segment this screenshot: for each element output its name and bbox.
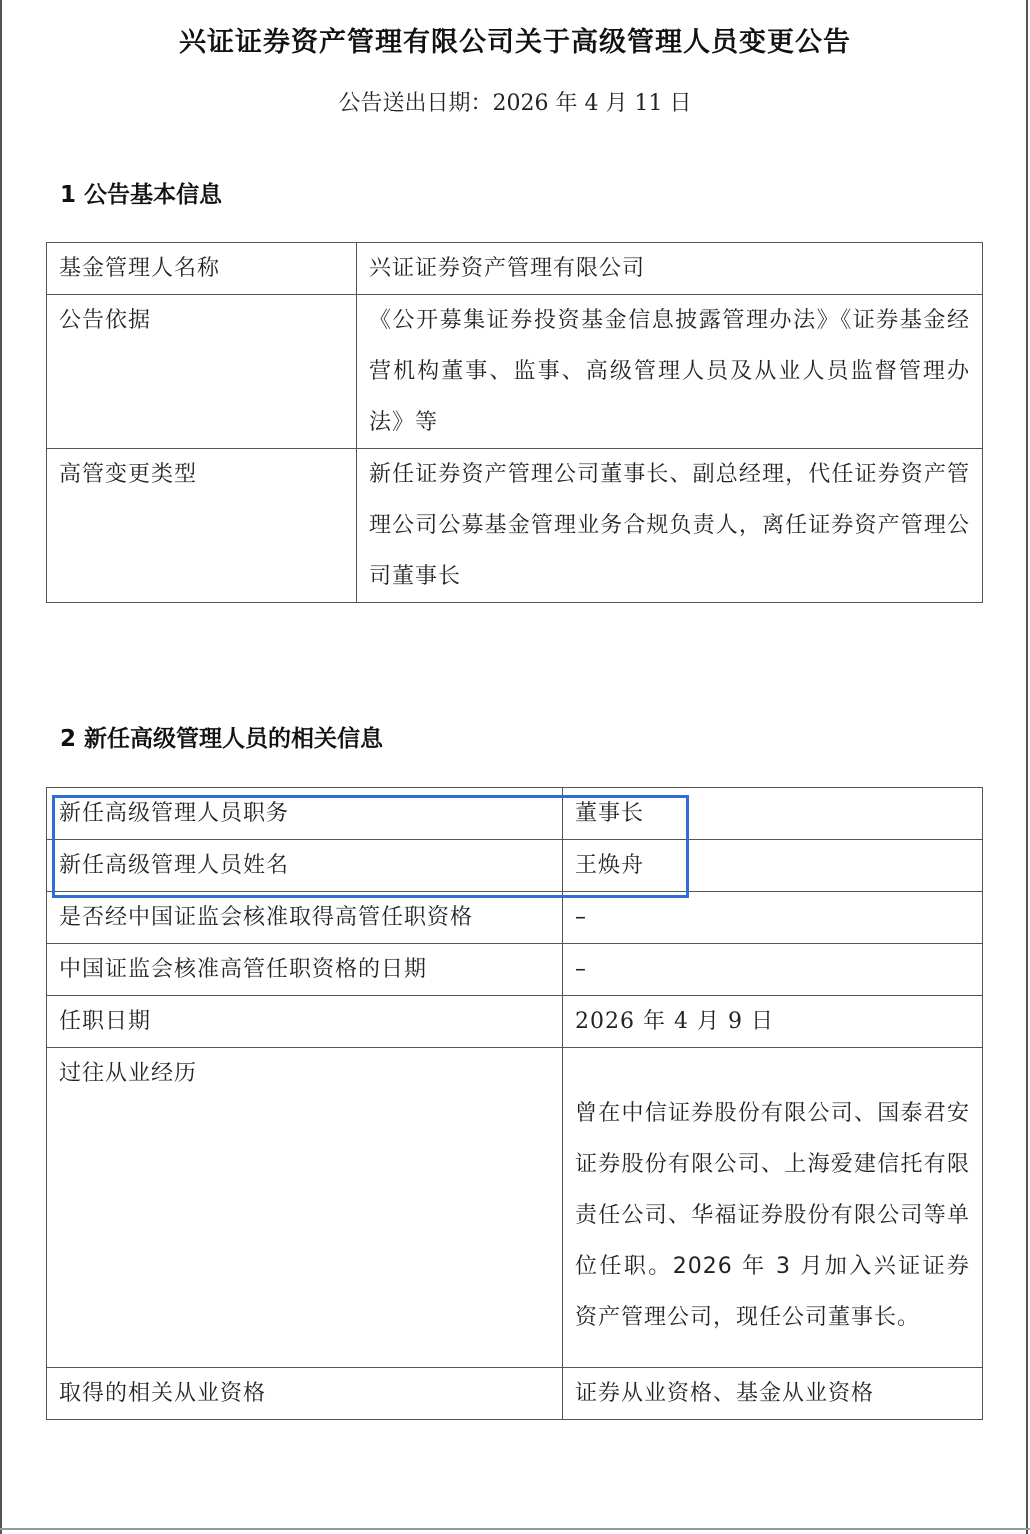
row-value: 2026 年 4 月 9 日	[563, 996, 983, 1048]
table-row	[47, 788, 983, 840]
table-row	[47, 1368, 983, 1420]
table-row	[47, 449, 983, 603]
table-row	[47, 243, 983, 295]
table-row	[47, 1048, 983, 1368]
row-label: 高管变更类型	[47, 449, 357, 603]
row-label: 新任高级管理人员姓名	[47, 840, 563, 892]
announcement-date: 公告送出日期：2026 年 4 月 11 日	[338, 91, 692, 116]
table-row	[47, 892, 983, 944]
row-label: 是否经中国证监会核准取得高管任职资格	[47, 892, 563, 944]
page-right-edge	[1026, 0, 1028, 1534]
basic-info-table	[46, 242, 983, 603]
row-value: 新任证券资产管理公司董事长、副总经理，代任证券资产管理公司公募基金管理业务合规负责人，离任证券资产管理公司董事长	[357, 449, 983, 603]
table-row	[47, 840, 983, 892]
row-value: –	[563, 892, 983, 944]
section-2-heading: 2 新任高级管理人员的相关信息	[60, 726, 384, 752]
table-row	[47, 996, 983, 1048]
row-value: 《公开募集证券投资基金信息披露管理办法》《证券基金经营机构董事、监事、高级管理人员及从业人员监督管理办法》等	[357, 295, 983, 449]
section-1-heading: 1 公告基本信息	[60, 182, 223, 208]
row-label: 过往从业经历	[47, 1048, 563, 1368]
row-value: 证券从业资格、基金从业资格	[563, 1368, 983, 1420]
row-label: 任职日期	[47, 996, 563, 1048]
row-value: –	[563, 944, 983, 996]
row-label: 中国证监会核准高管任职资格的日期	[47, 944, 563, 996]
page-bottom-edge	[0, 1528, 1030, 1530]
row-value: 兴证证券资产管理有限公司	[357, 243, 983, 295]
table-row	[47, 295, 983, 449]
row-label: 基金管理人名称	[47, 243, 357, 295]
row-value: 董事长	[563, 788, 983, 840]
table-row	[47, 944, 983, 996]
row-label: 公告依据	[47, 295, 357, 449]
row-value: 曾在中信证券股份有限公司、国泰君安证券股份有限公司、上海爱建信托有限责任公司、华福证券股份有限公司等单位任职。2026 年 3 月加入兴证证券资产管理公司，现任公司董事长。	[563, 1048, 983, 1368]
document-title: 兴证证券资产管理有限公司关于高级管理人员变更公告	[179, 27, 851, 58]
page-left-edge	[0, 0, 2, 1534]
row-value: 王焕舟	[563, 840, 983, 892]
row-label: 取得的相关从业资格	[47, 1368, 563, 1420]
new-executive-info-table	[46, 787, 983, 1420]
row-label: 新任高级管理人员职务	[47, 788, 563, 840]
